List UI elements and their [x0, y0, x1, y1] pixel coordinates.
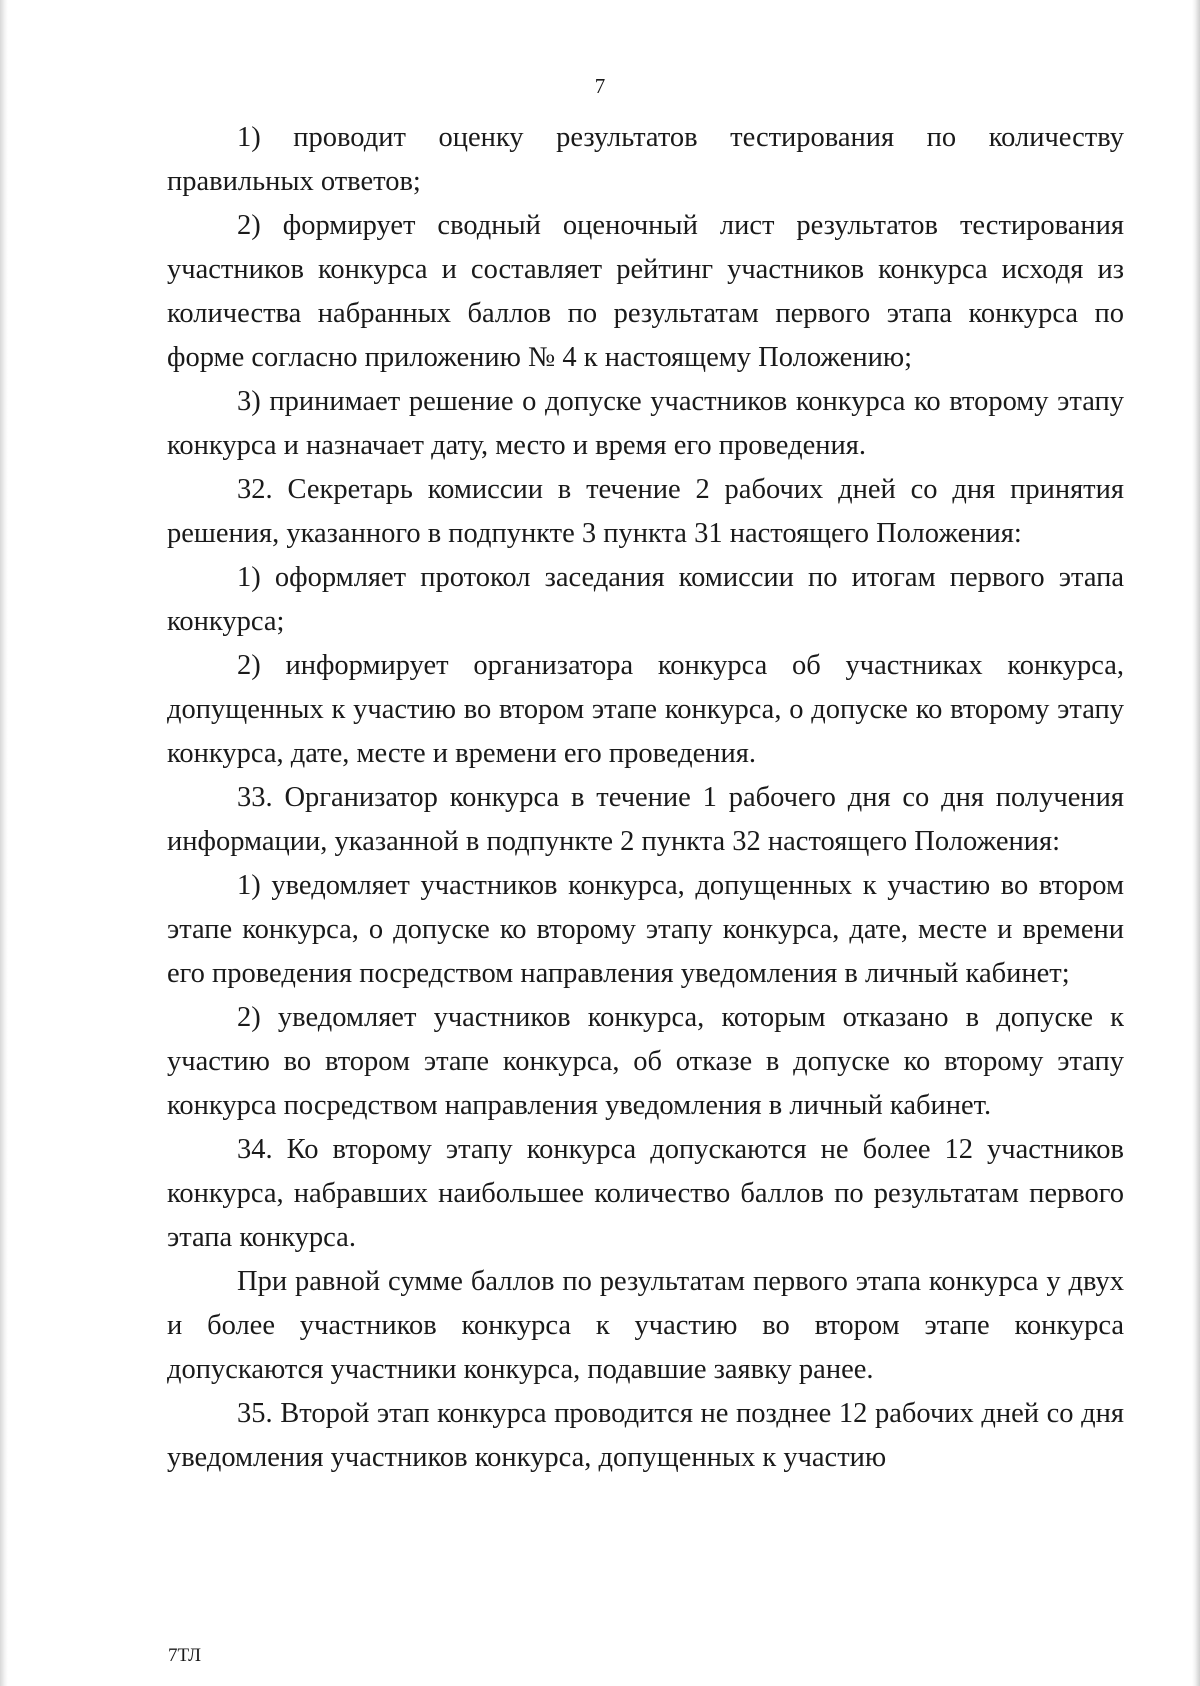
paragraph: 34. Ко второму этапу конкурса допускаются не более 12 участников конкурса, набравших наибольшее количество баллов по результатам первого этапа конкурса.: [167, 1134, 1124, 1253]
paragraph: 33. Организатор конкурса в течение 1 рабочего дня со дня получения информации, указанной в подпункте 2 пункта 32 настоящего Положения:: [167, 782, 1124, 857]
paragraph: 3) принимает решение о допуске участников конкурса ко второму этапу конкурса и назначает дату, место и время его проведения.: [167, 386, 1124, 461]
scan-edge-right: [1192, 0, 1200, 1686]
paragraph: 35. Второй этап конкурса проводится не позднее 12 рабочих дней со дня уведомления участников конкурса, допущенных к участию: [167, 1398, 1124, 1473]
paragraph: 1) уведомляет участников конкурса, допущенных к участию во втором этапе конкурса, о допуске ко второму этапу конкурса, дате, месте и времени его проведения посредством направления уведомления в личный кабинет;: [167, 870, 1124, 989]
document-body: [167, 116, 1124, 1480]
paragraph: 32. Секретарь комиссии в течение 2 рабочих дней со дня принятия решения, указанного в подпункте 3 пункта 31 настоящего Положения:: [167, 474, 1124, 549]
paragraph: При равной сумме баллов по результатам первого этапа конкурса у двух и более участников конкурса к участию во втором этапе конкурса допускаются участники конкурса, подавшие заявку ранее.: [167, 1266, 1124, 1385]
page-number: 7: [594, 74, 606, 98]
paragraph: 1) проводит оценку результатов тестирования по количеству правильных ответов;: [167, 122, 1124, 197]
paragraph: 1) оформляет протокол заседания комиссии по итогам первого этапа конкурса;: [167, 562, 1124, 637]
scan-edge-left: [0, 0, 8, 1686]
paragraph: 2) информирует организатора конкурса об участниках конкурса, допущенных к участию во втором этапе конкурса, о допуске ко второму этапу конкурса, дате, месте и времени его проведения.: [167, 650, 1124, 769]
footer-code: 7ТЛ: [168, 1645, 202, 1666]
paragraph: 2) уведомляет участников конкурса, которым отказано в допуске к участию во втором этапе конкурса, об отказе в допуске ко второму этапу конкурса посредством направления уведомления в личный кабинет.: [167, 1002, 1124, 1121]
paragraph: 2) формирует сводный оценочный лист результатов тестирования участников конкурса и составляет рейтинг участников конкурса исходя из количества набранных баллов по результатам первого этапа конкурса по форме согласно приложению № 4 к настоящему Положению;: [167, 210, 1124, 373]
